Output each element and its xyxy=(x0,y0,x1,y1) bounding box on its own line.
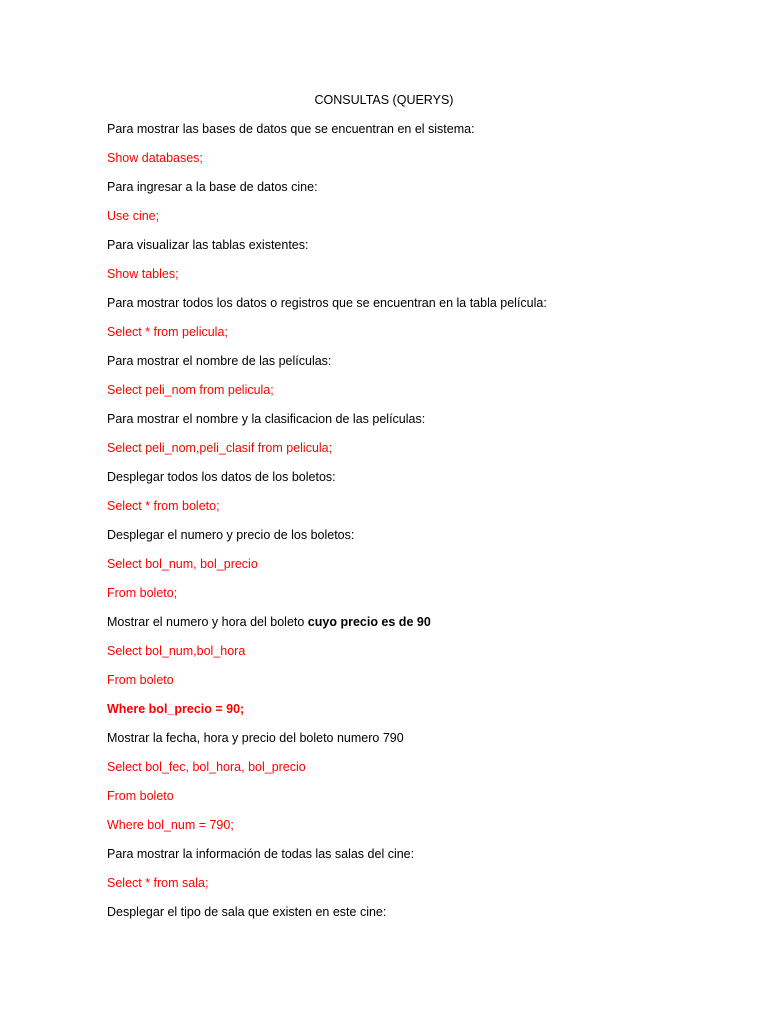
sql-text: Use cine; xyxy=(107,209,160,223)
query-list xyxy=(107,120,727,932)
sql-query-line xyxy=(107,700,727,729)
sql-query-line xyxy=(107,874,727,903)
sql-query-line xyxy=(107,671,727,700)
sql-query-line xyxy=(107,207,727,236)
sql-text: Show tables; xyxy=(107,267,179,281)
sql-text: Show databases; xyxy=(107,151,203,165)
sql-query-line xyxy=(107,439,727,468)
description-line xyxy=(107,294,727,323)
sql-text: Select peli_nom,peli_clasif from pelicula; xyxy=(107,441,333,455)
sql-text: Select * from boleto; xyxy=(107,499,220,513)
sql-query-line xyxy=(107,816,727,845)
sql-query-line xyxy=(107,642,727,671)
description-text: Para ingresar a la base de datos cine: xyxy=(107,180,318,194)
sql-text: From boleto xyxy=(107,789,174,803)
description-text: Desplegar el numero y precio de los boletos: xyxy=(107,528,355,542)
sql-query-line xyxy=(107,381,727,410)
sql-query-line xyxy=(107,497,727,526)
sql-query-line xyxy=(107,555,727,584)
sql-text: Select * from sala; xyxy=(107,876,209,890)
sql-query-line xyxy=(107,265,727,294)
description-text: Mostrar la fecha, hora y precio del boleto numero 790 xyxy=(107,731,404,745)
description-line xyxy=(107,352,727,381)
sql-text: Select peli_nom from pelicula; xyxy=(107,383,274,397)
description-line xyxy=(107,468,727,497)
description-text: Para mostrar todos los datos o registros que se encuentran en la tabla película: xyxy=(107,296,547,310)
description-line xyxy=(107,120,727,149)
sql-text: Select bol_num, bol_precio xyxy=(107,557,258,571)
description-line xyxy=(107,729,727,758)
sql-text: From boleto; xyxy=(107,586,178,600)
description-text: Para mostrar las bases de datos que se encuentran en el sistema: xyxy=(107,122,475,136)
description-line xyxy=(107,613,727,642)
description-text: Para visualizar las tablas existentes: xyxy=(107,238,309,252)
description-line xyxy=(107,178,727,207)
sql-query-line xyxy=(107,787,727,816)
description-line xyxy=(107,236,727,265)
sql-text: Select * from pelicula; xyxy=(107,325,228,339)
page-title: CONSULTAS (QUERYS) xyxy=(314,93,454,107)
description-text: Desplegar todos los datos de los boletos: xyxy=(107,470,336,484)
sql-text: Where bol_num = 790; xyxy=(107,818,234,832)
sql-query-line xyxy=(107,149,727,178)
description-text: Desplegar el tipo de sala que existen en este cine: xyxy=(107,905,387,919)
bold-emphasis: Where bol_precio = 90; xyxy=(107,702,245,716)
description-line xyxy=(107,526,727,555)
bold-emphasis: cuyo precio es de 90 xyxy=(307,615,431,629)
description-text: Para mostrar el nombre y la clasificacion de las películas: xyxy=(107,412,426,426)
sql-text: From boleto xyxy=(107,673,174,687)
sql-query-line xyxy=(107,584,727,613)
description-text: Para mostrar la información de todas las salas del cine: xyxy=(107,847,415,861)
description-line xyxy=(107,410,727,439)
sql-text: Select bol_num,bol_hora xyxy=(107,644,246,658)
description-text: Mostrar el numero y hora del boleto xyxy=(107,615,308,629)
description-line xyxy=(107,903,727,932)
description-line xyxy=(107,845,727,874)
sql-query-line xyxy=(107,323,727,352)
description-text: Para mostrar el nombre de las películas: xyxy=(107,354,332,368)
sql-text: Select bol_fec, bol_hora, bol_precio xyxy=(107,760,306,774)
sql-query-line xyxy=(107,758,727,787)
